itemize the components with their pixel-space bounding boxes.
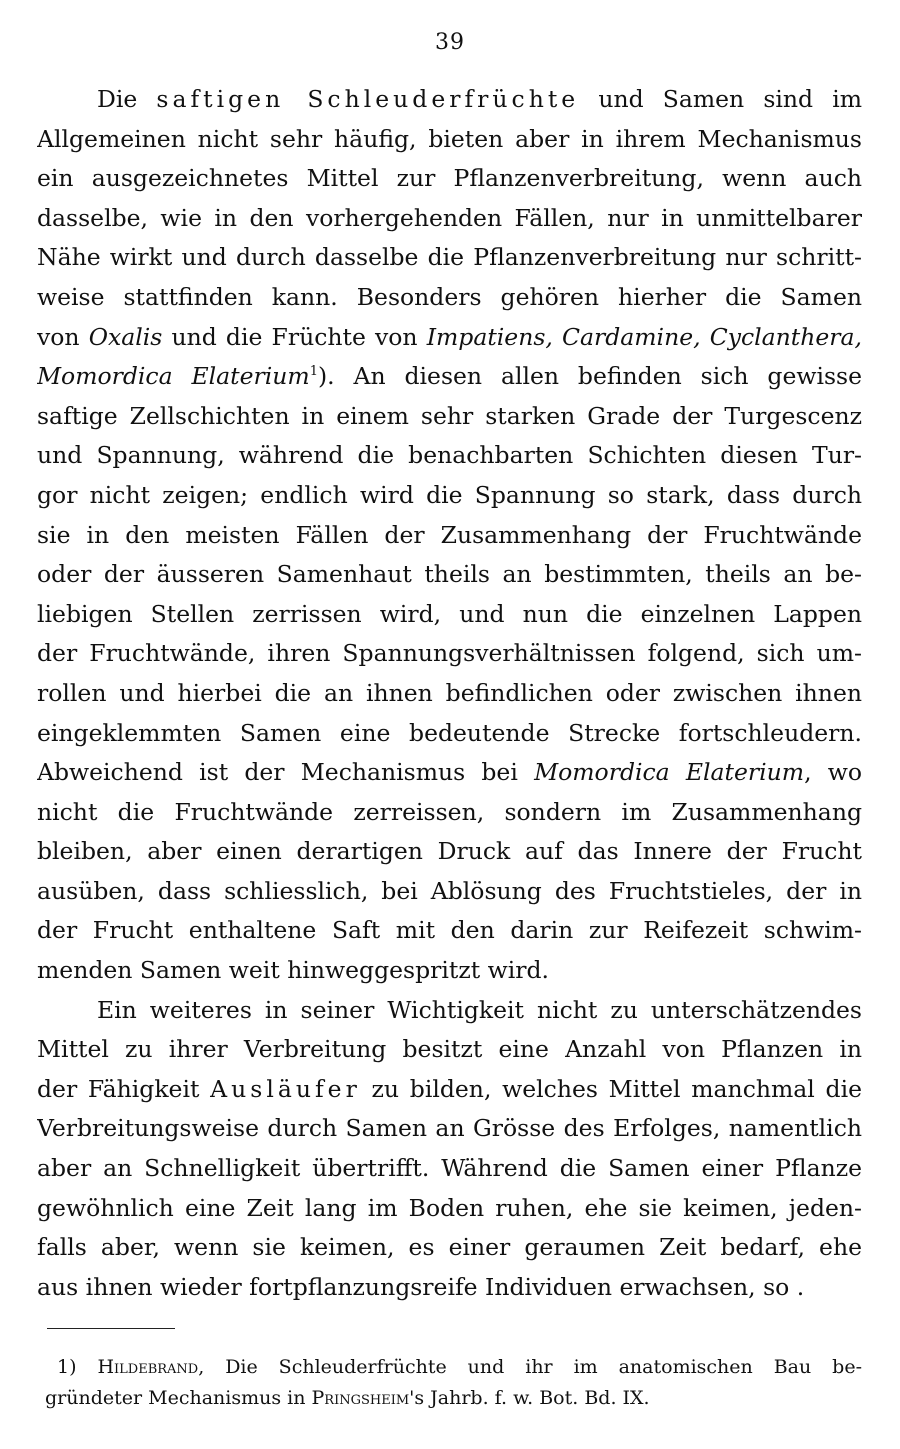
italic-taxon-name: Oxalis [88,322,163,351]
text-line [37,1189,862,1229]
emphasized-term: Ausläufer [210,1074,361,1103]
footnote [45,1352,862,1414]
text-span: der Frucht enthaltene Saft mit den darin zur Reifezeit schwim- [37,916,862,945]
text-span: dasselbe, wie in den vorhergehenden Fällen, nur in unmittelbarer [37,203,862,232]
text-line [37,832,862,872]
text-span: aber an Schnelligkeit übertrifft. Während die Samen einer Pflanze [37,1154,862,1183]
text-line [37,595,862,635]
text-line [37,476,862,516]
author-name: Hildebrand [97,1356,199,1378]
text-span: und Samen sind im [579,85,862,113]
text-line [37,714,862,754]
italic-taxon-name: Impatiens, Cardamine, Cyclanthera, [426,322,862,351]
text-line [37,951,862,991]
text-line [37,397,862,437]
text-line [37,991,862,1031]
text-span: sie in den meisten Fällen der Zusammenhang der Fruchtwände [37,520,862,549]
text-span: Mittel zu ihrer Verbreitung besitzt eine Anzahl von Pflanzen in [37,1035,862,1064]
text-span: saftige Zellschichten in einem sehr starken Grade der Turgescenz [37,401,862,430]
text-line [37,1109,862,1149]
text-span: rollen und hierbei die an ihnen befindlichen oder zwischen ihnen [37,678,862,707]
italic-taxon-name: Momordica Elaterium [534,758,805,787]
text-span: 1) [57,1356,98,1378]
text-span: Die [97,85,157,113]
text-span: bleiben, aber einen derartigen Druck auf das Innere der Frucht [37,837,862,866]
text-span: weise stattfinden kann. Besonders gehören hierher die Samen [37,282,862,311]
text-span: zu bilden, welches Mittel manchmal die [360,1074,862,1103]
text-line [37,516,862,556]
main-text [37,80,862,1307]
paragraph [37,991,862,1308]
text-span: von [37,322,89,351]
text-span: Allgemeinen nicht sehr häufig, bieten aber in ihrem Mechanismus [37,124,862,153]
text-span: falls aber, wenn sie keimen, es einer geraumen Zeit bedarf, ehe [37,1233,862,1262]
text-line [37,555,862,595]
text-span: ausüben, dass schliesslich, bei Ablösung des Fruchtstieles, der in [37,876,862,905]
text-span: ein ausgezeichnetes Mittel zur Pflanzenverbreitung, wenn auch [37,164,862,193]
footnote-reference: 1 [309,364,318,380]
text-span: Ein weiteres in seiner Wichtigkeit nicht zu unterschätzendes [97,995,862,1024]
text-span: eingeklemmten Samen eine bedeutende Strecke fortschleudern. [37,718,862,747]
text-line [37,80,862,120]
text-line [37,1228,862,1268]
text-span: aus ihnen wieder fortpflanzungsreife Individuen erwachsen, so . [37,1272,805,1301]
text-line [37,120,862,160]
text-span: gor nicht zeigen; endlich wird die Spannung so stark, dass durch [37,480,862,509]
text-span: Verbreitungsweise durch Samen an Grösse des Erfolges, namentlich [37,1114,862,1143]
text-span: der Fähigkeit [37,1074,211,1103]
text-line [37,238,862,278]
text-line [37,911,862,951]
italic-taxon-name: Momordica Elaterium [37,362,310,391]
text-line [37,436,862,476]
text-line [37,1070,862,1110]
text-span: , wo [804,758,862,787]
text-line [37,357,862,397]
text-line [37,674,862,714]
text-line [37,199,862,239]
text-span: Nähe wirkt und durch dasselbe die Pflanzenverbreitung nur schritt- [37,243,862,272]
text-span: oder der äusseren Samenhaut theils an bestimmten, theils an be- [37,560,862,589]
text-line [37,793,862,833]
text-line [37,278,862,318]
text-line [37,753,862,793]
text-span: 's Jahrb. f. w. Bot. Bd. IX. [409,1387,650,1409]
text-span: und die Früchte von [162,322,427,351]
author-name: Pringsheim [311,1387,410,1409]
text-span: gewöhnlich eine Zeit lang im Boden ruhen, ehe sie keimen, jeden- [37,1193,862,1222]
text-line [45,1352,862,1383]
text-span: gründeter Mechanismus in [45,1387,312,1409]
text-line [37,1268,862,1308]
text-span: menden Samen weit hinweggespritzt wird. [37,956,550,985]
footnotes [45,1352,862,1414]
text-span: , Die Schleuderfrüchte und ihr im anatomischen Bau be- [198,1356,862,1378]
text-span: Abweichend ist der Mechanismus bei [37,758,535,787]
text-line [37,1030,862,1070]
text-line [37,634,862,674]
text-line [37,1149,862,1189]
text-span: liebigen Stellen zerrissen wird, und nun die einzelnen Lappen [37,599,862,628]
text-line [45,1383,862,1414]
text-span: der Fruchtwände, ihren Spannungsverhältnissen folgend, sich um- [37,639,862,668]
footnote-separator [47,1328,175,1329]
text-span: und Spannung, während die benachbarten Schichten diesen Tur- [37,441,862,470]
text-line [37,318,862,358]
emphasized-term: saftigen Schleuderfrüchte [156,85,580,113]
text-span: nicht die Fruchtwände zerreissen, sondern im Zusammenhang [37,797,862,826]
text-line [37,872,862,912]
page-number: 39 [435,30,465,55]
paragraph [37,80,862,991]
text-span: ). An diesen allen befinden sich gewisse [317,362,862,391]
text-line [37,159,862,199]
